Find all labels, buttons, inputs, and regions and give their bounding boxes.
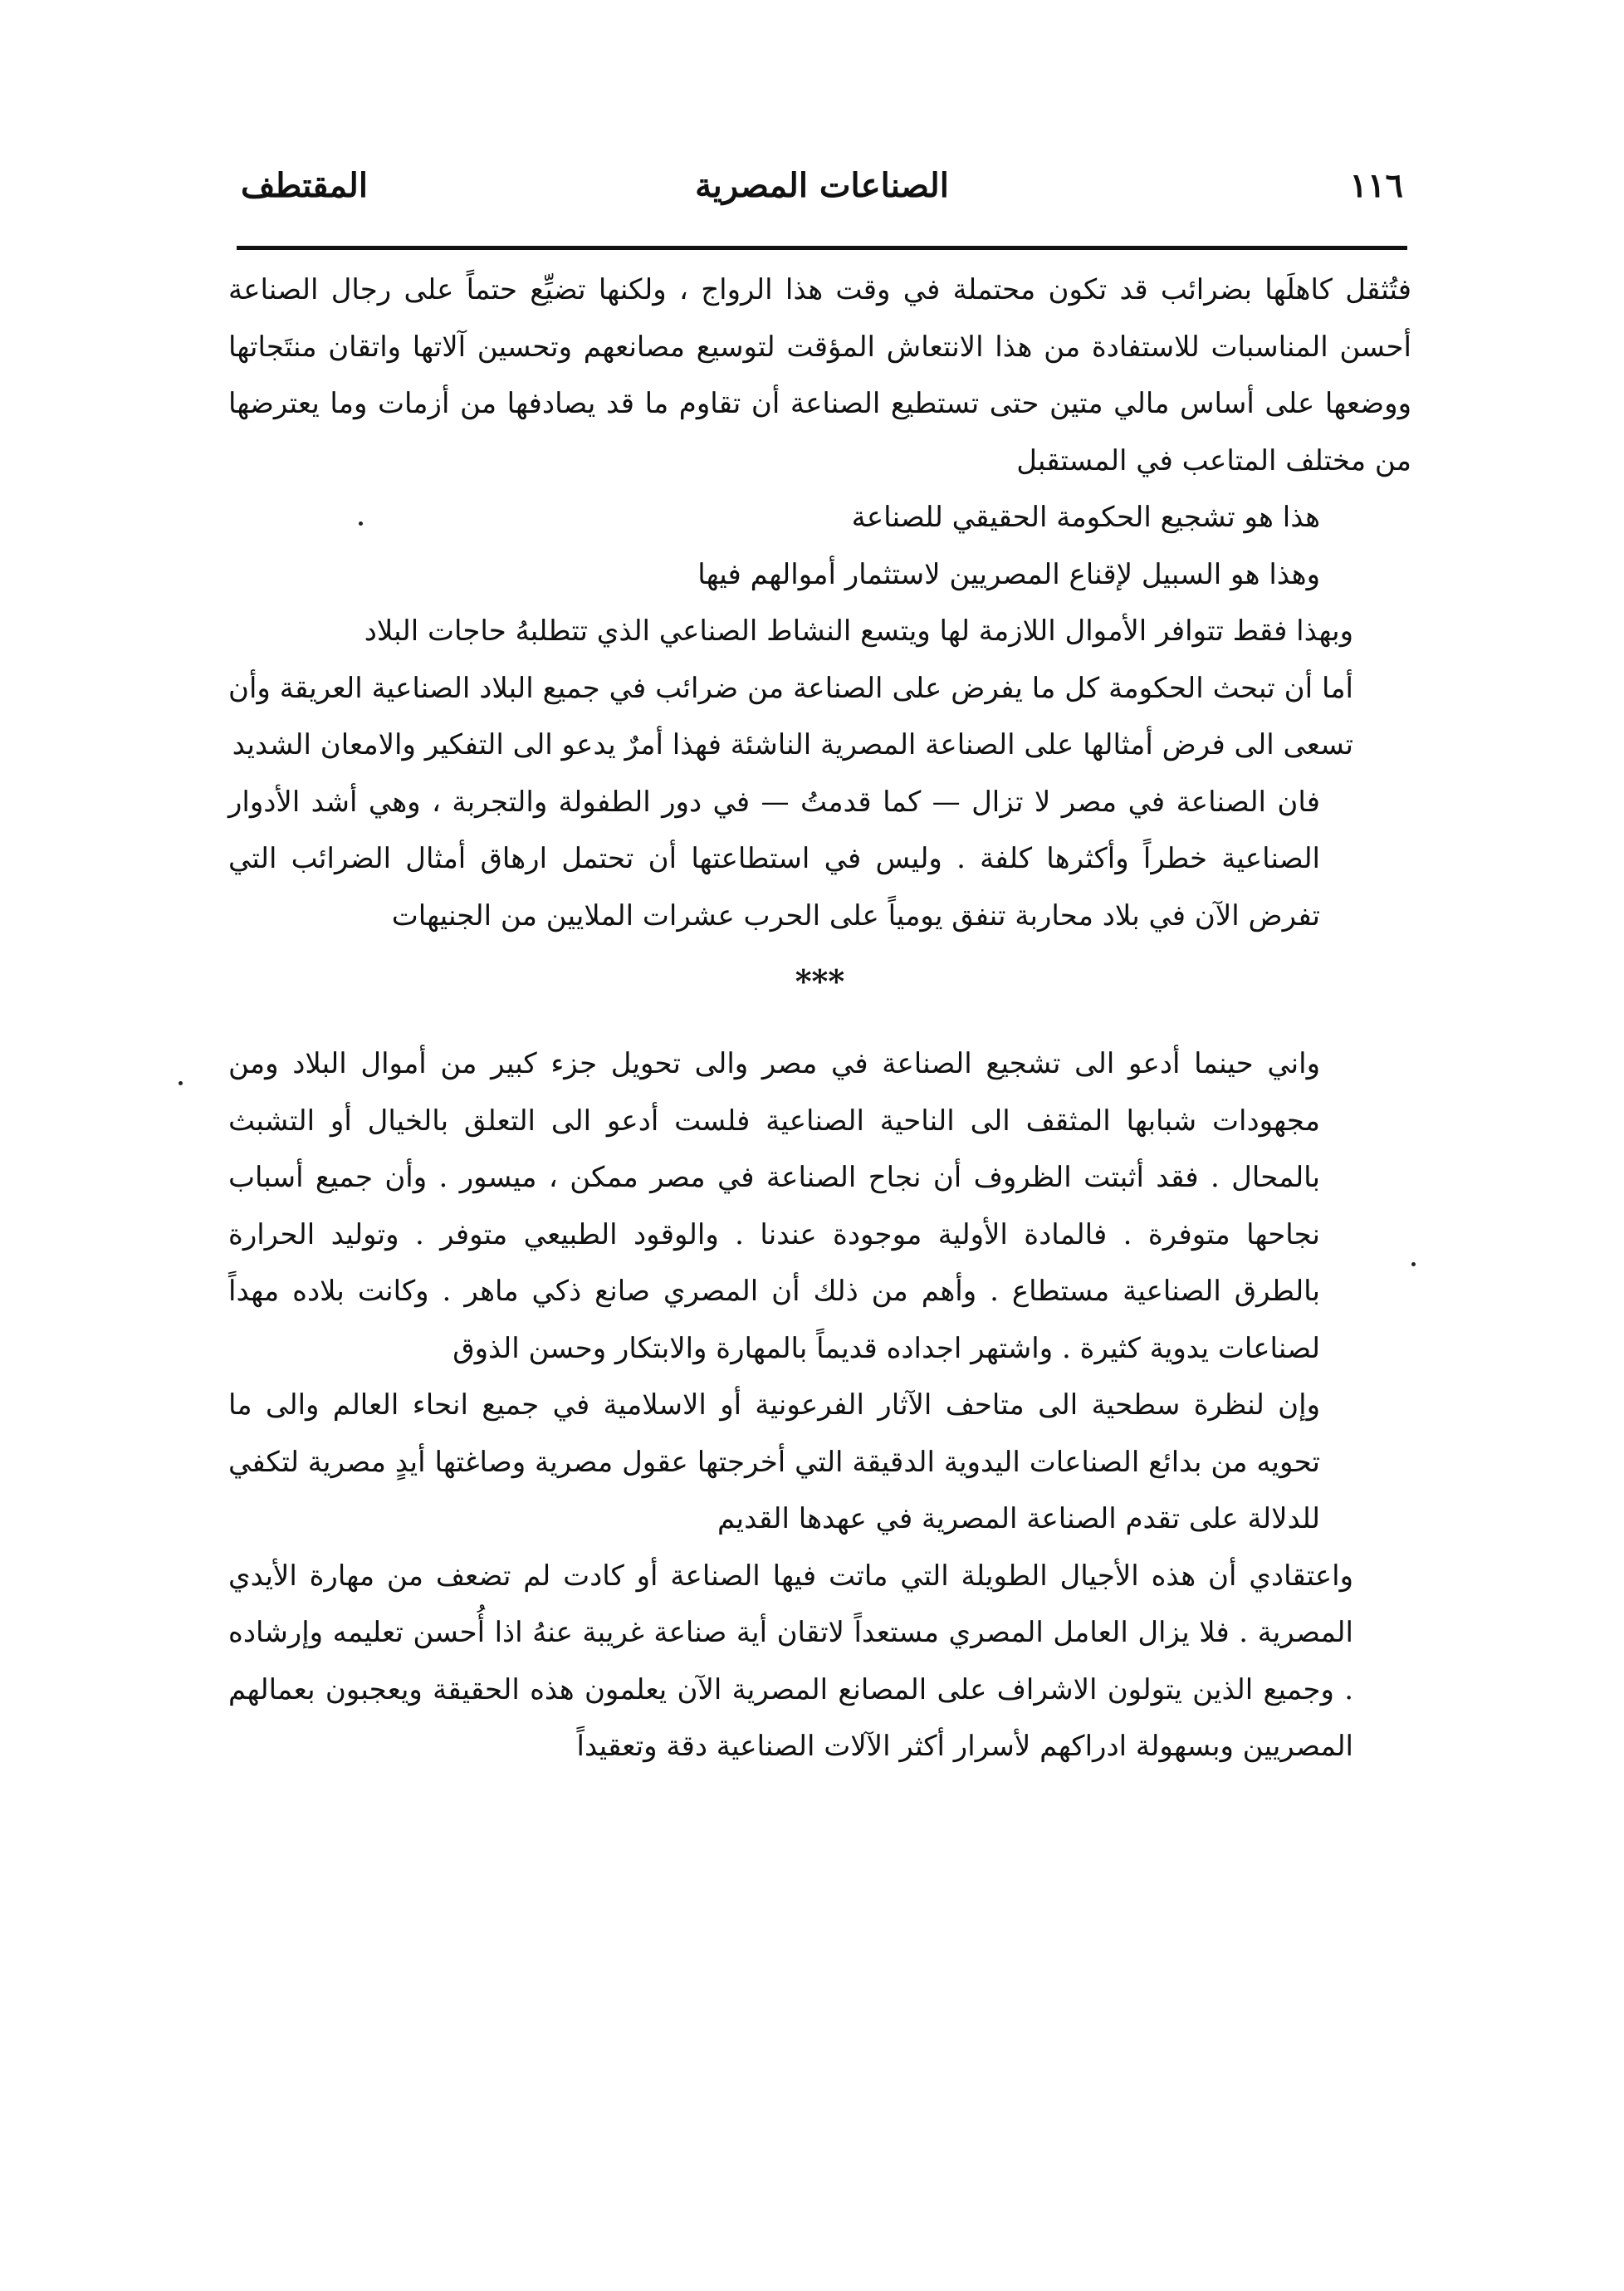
page-number: ١١٦: [1349, 166, 1403, 205]
scan-speck: [1411, 1262, 1416, 1266]
paragraph: فان الصناعة في مصر لا تزال — كما قدمتُ — في دور الطفولة والتجربة ، وهي أشد الأدوار الصناعية خطراً وأكثرها كلفة . وليس في استطاعتها أن تحتمل ارهاق أمثال الضرائب التي تفرض الآن في بلاد محاربة تنفق يومياً على الحرب عشرات الملايين من الجنيهات: [228, 785, 1320, 933]
paragraph: أما أن تبحث الحكومة كل ما يفرض على الصناعة من ضرائب في جميع البلاد الصناعية العريقة وأن تسعى الى فرض أمثالها على الصناعة المصرية الناشئة فهذا أمرٌ يدعو الى التفكير والامعان الشديد: [228, 671, 1353, 761]
paragraph: واني حينما أدعو الى تشجيع الصناعة في مصر والى تحويل جزء كبير من أموال البلاد ومن مجهودات شبابها المثقف الى الناحية الصناعية فلست أدعو الى التعلق بالخيال أو التشبث بالمحال . فقد أثبتت الظروف أن نجاح الصناعة في مصر ممكن ، ميسور . وأن جميع أسباب نجاحها متوفرة . فالمادة الأولية موجودة عندنا . والوقود الطبيعي متوفر . وتوليد الحرارة بالطرق الصناعية مستطاع . وأهم من ذلك أن المصري صانع ذكي ماهر . وكانت بلاده مهداً لصناعات يدوية كثيرة . واشتهر اجداده قديماً بالمهارة والابتكار وحسن الذوق: [228, 1047, 1320, 1365]
paragraph: وإن لنظرة سطحية الى متاحف الآثار الفرعونية أو الاسلامية في جميع انحاء العالم والى ما تحويه من بدائع الصناعات اليدوية الدقيقة التي أخرجتها عقول مصرية وصاغتها أيدٍ مصرية لتكفي للدلالة على تقدم الصناعة المصرية في عهدها القديم: [228, 1388, 1320, 1535]
paragraph: وبهذا فقط تتوافر الأموال اللازمة لها ويتسع النشاط الصناعي الذي تتطلبهُ حاجات البلاد: [364, 614, 1353, 648]
journal-name: المقتطف: [241, 166, 368, 205]
scan-speck: [359, 521, 363, 526]
paragraph: وهذا هو السبيل لإقناع المصريين لاستثمار أموالهم فيها: [697, 557, 1320, 591]
page-header: [241, 166, 1403, 233]
running-title: الصناعات المصرية: [695, 166, 949, 205]
paragraph: فتُثقل كاهلَها بضرائب قد تكون محتملة في وقت هذا الرواج ، ولكنها تضيِّع حتماً على رجال الصناعة أحسن المناسبات للاستفادة من هذا الانتعاش المؤقت لتوسيع مصانعهم وتحسين آلاتها واتقان منتَجاتها ووضعها على أساس مالي متين حتى تستطيع الصناعة أن تقاوم ما قد يصادفها من أزمات وما يعترضها من مختلف المتاعب في المستقبل: [228, 273, 1411, 477]
paragraph: واعتقادي أن هذه الأجيال الطويلة التي ماتت فيها الصناعة أو كادت لم تضعف من مهارة الأيدي المصرية . فلا يزال العامل المصري مستعداً لاتقان أية صناعة غريبة عنهُ اذا أُحسن تعليمه وإرشاده . وجميع الذين يتولون الاشراف على المصانع المصرية الآن يعلمون هذه الحقيقة ويعجبون بعمالهم المصريين وبسهولة ادراكهم لأسرار أكثر الآلات الصناعية دقة وتعقيداً: [228, 1559, 1353, 1763]
header-rule: [237, 246, 1407, 250]
section-separator: ***: [795, 962, 845, 1000]
scan-speck: [179, 1081, 183, 1085]
article-body: [228, 262, 1411, 1775]
paragraph: هذا هو تشجيع الحكومة الحقيقي للصناعة: [851, 501, 1320, 534]
